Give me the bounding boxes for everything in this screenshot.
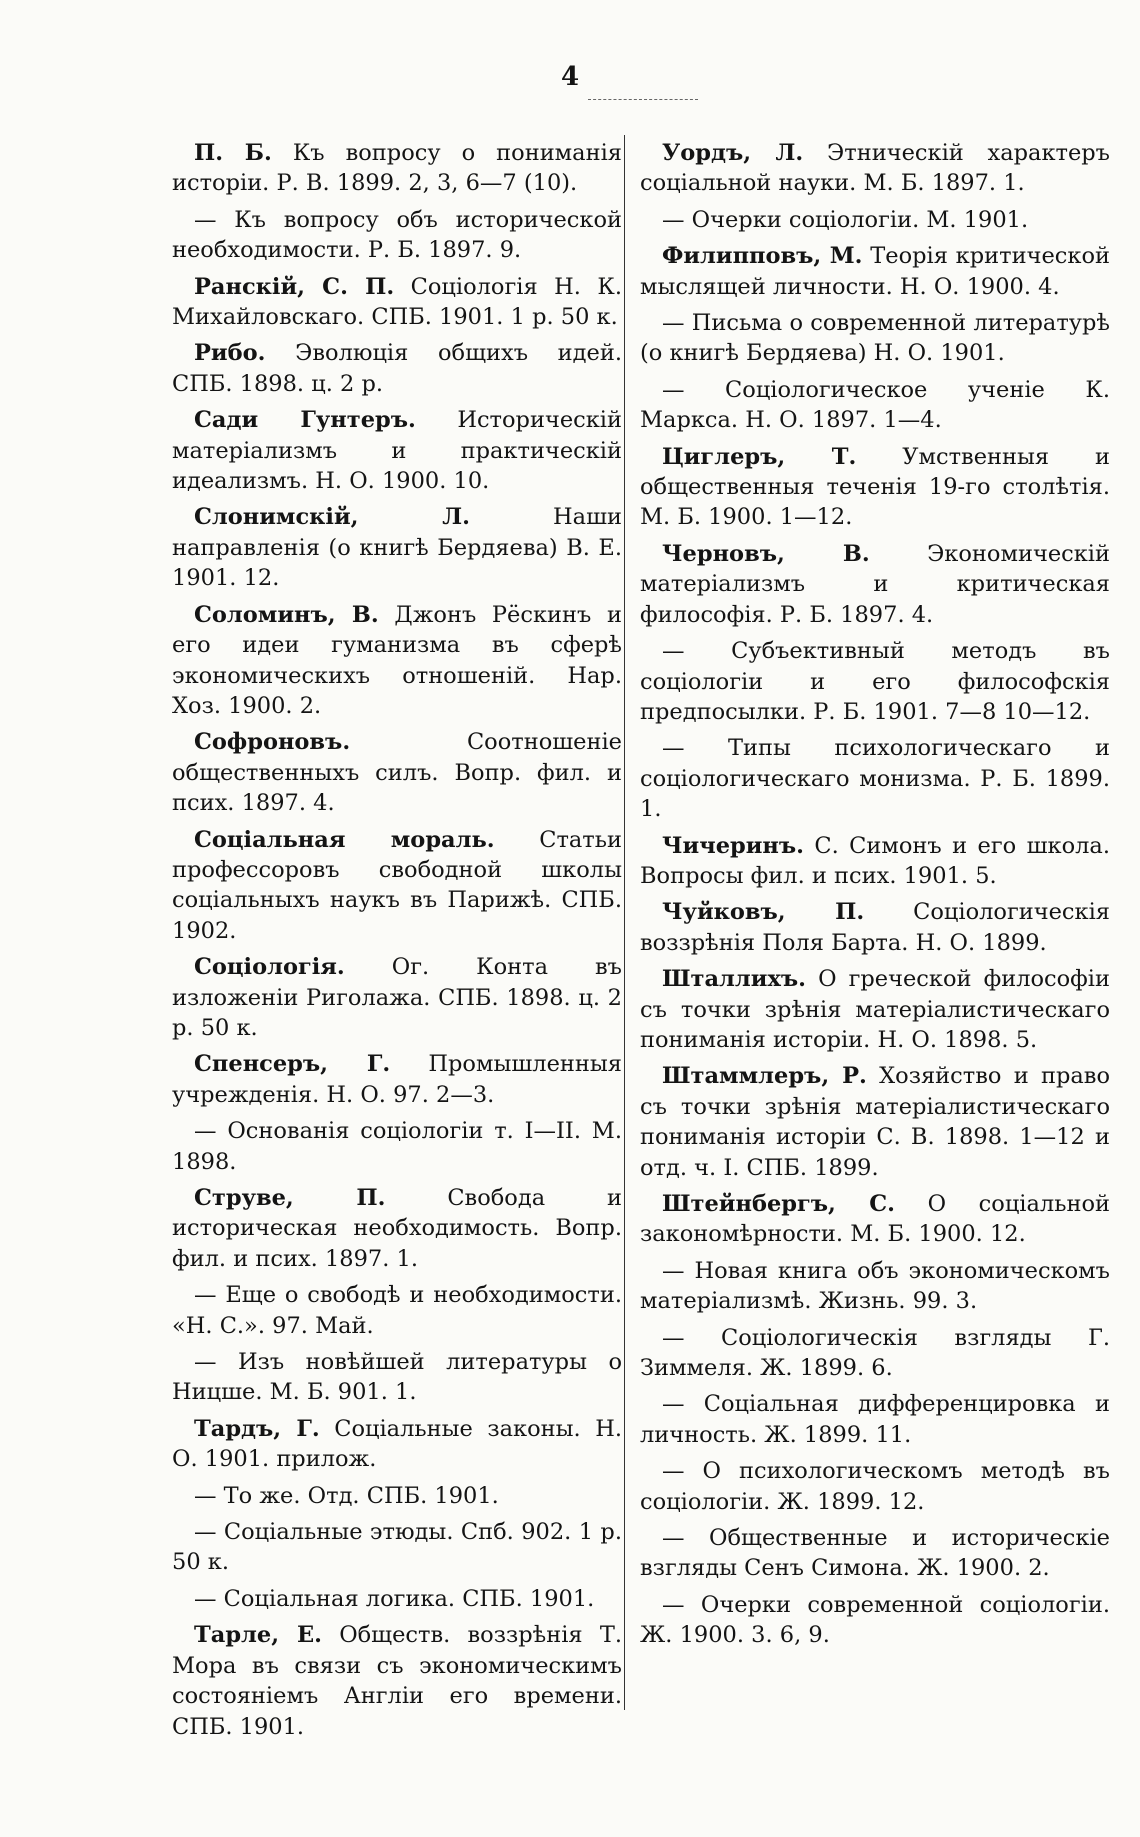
bibliography-entry: [640, 1323, 1110, 1384]
bibliography-entry: [172, 1481, 622, 1511]
entry-author: Слонимскій, Л.: [194, 504, 470, 531]
entry-text: — Очерки соціологіи. М. 1901.: [662, 206, 1029, 233]
entry-text: Обществ. воззрѣнія Т. Мора въ связи съ экономическимъ состояніемъ Англіи его времени. СПБ. 1901.: [172, 1622, 623, 1740]
left-column: [172, 138, 622, 1748]
bibliography-entry: [640, 636, 1110, 727]
entry-text: Промышленныя учрежденія. Н. О. 97. 2—3.: [172, 1051, 622, 1108]
entry-author: Чичеринъ.: [662, 832, 804, 859]
bibliography-entry: [172, 1049, 622, 1110]
entry-author: Штаммлеръ, Р.: [662, 1063, 867, 1090]
entry-author: Чуйковъ, П.: [662, 899, 865, 926]
bibliography-entry: [172, 952, 622, 1043]
entry-text: — Еще о свободѣ и необходимости. «Н. С.». 97. Май.: [172, 1282, 622, 1339]
bibliography-entry: [640, 1061, 1110, 1183]
entry-text: — Общественные и историческіе взгляды Сенъ Симона. Ж. 1900. 2.: [640, 1525, 1110, 1582]
bibliography-entry: [640, 897, 1110, 958]
entry-text: — То же. Отд. СПБ. 1901.: [194, 1482, 499, 1509]
bibliography-entry: [172, 1183, 622, 1274]
bibliography-entry: [172, 338, 622, 399]
bibliography-entry: [640, 308, 1110, 369]
bibliography-entry: [640, 964, 1110, 1055]
entry-text: Статьи профессоровъ свободной школы соціальныхъ наукъ въ Парижѣ. СПБ. 1902.: [172, 826, 622, 944]
right-column: [640, 138, 1110, 1657]
entry-text: Ог. Конта въ изложеніи Риголажа. СПБ. 1898. ц. 2 р. 50 к.: [172, 954, 622, 1041]
entry-text: — Письма о современной литературѣ (о книгѣ Бердяева) Н. О. 1901.: [640, 310, 1110, 367]
entry-text: Свобода и историческая необходимость. Вопр. фил. и псих. 1897. 1.: [172, 1185, 622, 1272]
entry-text: Наши направленія (о книгѣ Бердяева) В. Е. 1901. 12.: [172, 504, 623, 592]
entry-author: Спенсеръ, Г.: [194, 1051, 391, 1078]
entry-text: Соціологія Н. К. Михайловскаго. СПБ. 1901. 1 р. 50 к.: [172, 273, 622, 331]
entry-text: Джонъ Рёскинъ и его идеи гуманизма въ сферѣ экономическихъ отношеній. Нар. Хоз. 1900. 2.: [172, 601, 622, 719]
bibliography-entry: [640, 539, 1110, 630]
entry-text: Къ вопросу о пониманія исторіи. Р. В. 1899. 2, 3, 6—7 (10).: [172, 140, 622, 197]
entry-text: Умственныя и общественныя теченія 19-го столѣтія. М. Б. 1900. 1—12.: [640, 443, 1110, 531]
bibliography-entry: [640, 205, 1110, 235]
bibliography-entry: [640, 241, 1110, 302]
bibliography-entry: [640, 1523, 1110, 1584]
bibliography-entry: [640, 442, 1110, 533]
entry-text: Этническій характеръ соціальной науки. М. Б. 1897. 1.: [640, 140, 1110, 197]
entry-author: Соціальная мораль.: [194, 826, 495, 853]
bibliography-entry: [172, 1414, 622, 1475]
entry-author: Циглеръ, Т.: [662, 443, 857, 470]
bibliography-entry: [172, 1347, 622, 1408]
entry-author: Тардъ, Г.: [194, 1415, 320, 1442]
entry-text: — Новая книга объ экономическомъ матеріализмѣ. Жизнь. 99. 3.: [640, 1257, 1110, 1315]
entry-author: Черновъ, В.: [662, 540, 870, 567]
entry-text: — Очерки современной соціологіи. Ж. 1900. 3. 6, 9.: [640, 1591, 1110, 1649]
entry-text: Соціологическія воззрѣнія Поля Барта. Н. О. 1899.: [640, 899, 1110, 956]
bibliography-entry: [172, 272, 622, 333]
entry-author: Ранскій, С. П.: [194, 273, 395, 300]
bibliography-entry: [640, 138, 1110, 199]
bibliography-entry: [172, 825, 622, 947]
bibliography-entry: [640, 1256, 1110, 1317]
entry-author: Соціологія.: [194, 954, 345, 981]
bibliography-entry: [172, 205, 622, 266]
entry-text: — Типы психологическаго и соціологическаго монизма. Р. Б. 1899. 1.: [640, 735, 1110, 823]
bibliography-entry: [640, 1590, 1110, 1651]
bibliography-entry: [172, 1116, 622, 1177]
entry-text: — Соціальная логика. СПБ. 1901.: [194, 1585, 595, 1612]
bibliography-entry: [172, 1620, 622, 1742]
bibliography-entry: [172, 138, 622, 199]
entry-author: Тарле, Е.: [194, 1622, 322, 1649]
entry-text: — Соціологическія взгляды Г. Зиммеля. Ж. 1899. 6.: [640, 1324, 1110, 1382]
entry-author: Софроновъ.: [194, 729, 351, 756]
entry-author: Рибо.: [194, 340, 266, 367]
bibliography-entry: [172, 1517, 622, 1578]
entry-author: Сади Гунтеръ.: [194, 407, 416, 434]
bibliography-entry: [640, 1456, 1110, 1517]
entry-text: Историческій матеріализмъ и практическій идеализмъ. Н. О. 1900. 10.: [172, 407, 622, 495]
column-divider: [624, 135, 625, 1710]
entry-text: — Соціальные этюды. Спб. 902. 1 р. 50 к.: [172, 1519, 622, 1576]
entry-text: — Основанія соціологіи т. I—II. М. 1898.: [172, 1118, 622, 1175]
bibliography-entry: [640, 831, 1110, 892]
page-number-rule: [588, 99, 698, 100]
page-number: 4: [560, 62, 580, 92]
entry-text: — Къ вопросу объ исторической необходимости. Р. Б. 1897. 9.: [172, 206, 622, 264]
entry-text: О соціальной закономѣрности. М. Б. 1900. 12.: [640, 1191, 1110, 1248]
entry-text: — Соціальная дифференцировка и личность. Ж. 1899. 11.: [640, 1391, 1110, 1448]
entry-text: Теорія критической мыслящей личности. Н. О. 1900. 4.: [640, 243, 1110, 300]
bibliography-entry: [172, 600, 622, 722]
entry-author: Струве, П.: [194, 1185, 386, 1211]
entry-text: Хозяйство и право съ точки зрѣнія матеріалистическаго пониманія исторіи С. В. 1898. 1—12 и отд. ч. I. СПБ. 1899.: [640, 1063, 1110, 1181]
bibliography-entry: [640, 1389, 1110, 1450]
entry-author: П. Б.: [194, 140, 272, 166]
bibliography-entry: [640, 1189, 1110, 1250]
entry-text: — Изъ новѣйшей литературы о Ницше. М. Б. 901. 1.: [172, 1349, 622, 1406]
entry-text: Экономическій матеріализмъ и критическая философія. Р. Б. 1897. 4.: [640, 540, 1110, 628]
entry-text: — О психологическомъ методѣ въ соціологіи. Ж. 1899. 12.: [640, 1458, 1110, 1515]
bibliography-entry: [172, 727, 622, 818]
entry-text: О греческой философіи съ точки зрѣнія матеріалистическаго пониманія исторіи. Н. О. 1898. 5.: [640, 966, 1110, 1053]
entry-text: — Соціологическое ученіе К. Маркса. Н. О. 1897. 1—4.: [640, 376, 1110, 434]
bibliography-entry: [172, 1584, 622, 1614]
bibliography-entry: [172, 405, 622, 496]
entry-author: Уордъ, Л.: [662, 140, 804, 166]
bibliography-entry: [640, 733, 1110, 824]
entry-author: Штейнбергъ, С.: [662, 1191, 895, 1217]
entry-author: Филипповъ, М.: [662, 243, 863, 270]
entry-text: Соціальные законы. Н. О. 1901. прилож.: [172, 1415, 622, 1473]
entry-text: — Субъективный методъ въ соціологіи и его философскія предпосылки. Р. Б. 1901. 7—8 10—12.: [640, 638, 1110, 725]
bibliography-entry: [172, 1280, 622, 1341]
bibliography-entry: [172, 502, 622, 593]
entry-text: Соотношеніе общественныхъ силъ. Вопр. фил. и псих. 1897. 4.: [172, 729, 622, 817]
bibliography-entry: [640, 375, 1110, 436]
entry-author: Соломинъ, В.: [194, 601, 379, 628]
entry-text: С. Симонъ и его школа. Вопросы фил. и псих. 1901. 5.: [640, 832, 1110, 889]
entry-author: Шталлихъ.: [662, 966, 806, 993]
entry-text: Эволюція общихъ идей. СПБ. 1898. ц. 2 р.: [172, 340, 622, 397]
